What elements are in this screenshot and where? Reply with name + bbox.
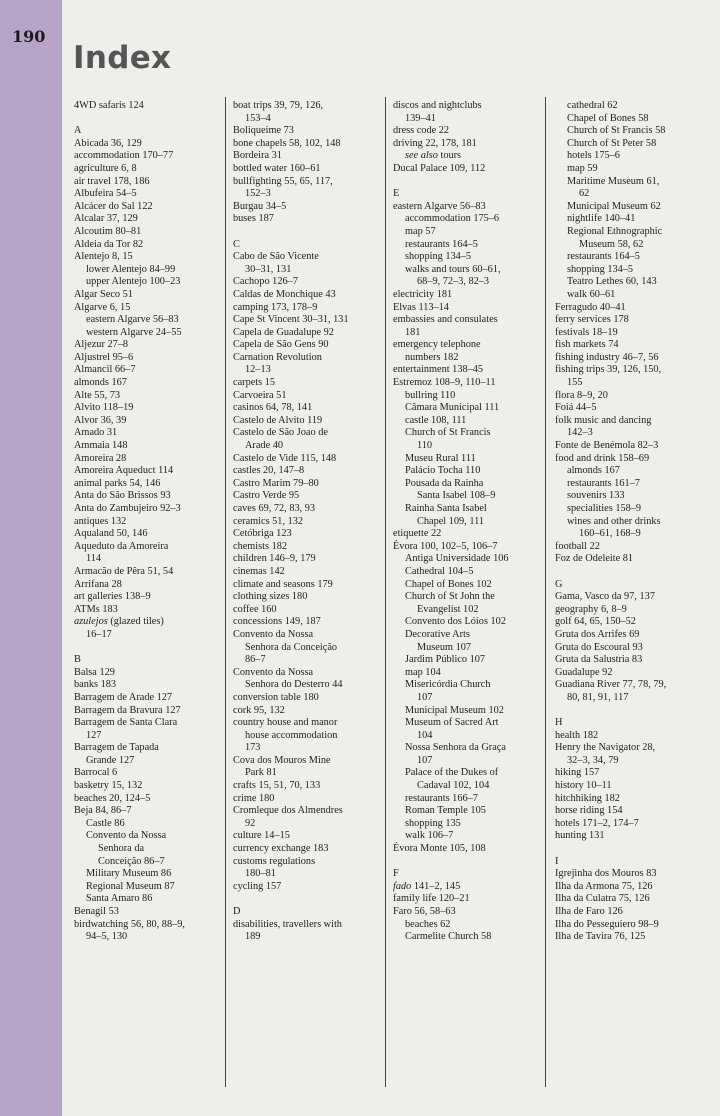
index-subentry: accommodation 175–6 (405, 213, 500, 225)
index-entry: ferry services 178 (555, 314, 629, 326)
index-entry: cork 95, 132 (233, 704, 285, 716)
index-entry-italic: see also (405, 150, 438, 162)
index-entry: Carvoeira 51 (233, 389, 287, 401)
index-subentry: 62 (579, 188, 590, 200)
index-subentry: Convento da Nossa (86, 830, 167, 842)
index-subentry: 173 (245, 742, 261, 754)
index-subentry: 114 (86, 553, 102, 565)
index-entry: electricity 181 (393, 288, 453, 300)
index-subentry: Decorative Arts (405, 628, 470, 640)
index-entry: banks 183 (74, 679, 117, 691)
index-entry: Barragem de Santa Clara (74, 717, 178, 729)
index-entry: bullfighting 55, 65, 117, (233, 175, 333, 187)
index-subentry: 107 (417, 754, 433, 766)
index-subentry: restaurants 164–5 (567, 251, 640, 263)
index-subentry: 104 (417, 729, 433, 741)
index-entry: Algarve 6, 15 (74, 301, 131, 313)
index-subentry: Santa Amaro 86 (86, 893, 153, 905)
index-entry: customs regulations (233, 855, 316, 867)
index-subentry: map 59 (567, 162, 598, 174)
index-subentry: Grande 127 (86, 754, 135, 766)
index-entry: Ferragudo 40–41 (555, 301, 626, 313)
index-entry-rest: tours (437, 150, 462, 162)
index-entry: Aljezur 27–8 (74, 339, 129, 351)
index-entry: Gama, Vasco da 97, 137 (555, 591, 655, 603)
index-subentry: restaurants 166–7 (405, 792, 478, 804)
index-subentry: Conceição 86–7 (98, 855, 165, 867)
index-entry: Henry the Navigator 28, (555, 742, 656, 754)
index-subentry: 12–13 (245, 364, 271, 376)
index-entry: Cape St Vincent 30–31, 131 (233, 314, 349, 326)
index-letter-heading: F (393, 868, 399, 880)
index-entry: Alte 55, 73 (74, 389, 121, 401)
index-entry: buses 187 (233, 213, 274, 225)
index-entry: etiquette 22 (393, 528, 442, 540)
index-subentry: specialities 158–9 (567, 503, 642, 514)
index-entry: driving 22, 178, 181 (393, 137, 477, 149)
index-subentry: Jardim Público 107 (405, 654, 486, 666)
index-subentry: Regional Ethnographic (567, 225, 663, 237)
index-entry: Amoreira 28 (74, 452, 127, 464)
index-entry: Estremoz 108–9, 110–11 (393, 377, 496, 389)
index-entry-italic: azulejos (74, 616, 108, 628)
index-entry: Capela de Guadalupe 92 (233, 326, 334, 338)
index-subentry: restaurants 164–5 (405, 238, 478, 250)
index-subentry (393, 150, 535, 163)
index-entry: Algar Seco 51 (74, 288, 133, 300)
index-subentry: Chapel of Bones 102 (405, 578, 492, 590)
index-entry: Alcácer do Sal 122 (74, 200, 153, 212)
index-entry: Cabo de São Vicente (233, 251, 319, 263)
index-letter-heading: H (555, 717, 563, 729)
index-entry: castles 20, 147–8 (233, 465, 305, 477)
index-subentry: 80, 81, 91, 117 (567, 691, 629, 703)
index-letter-heading: D (233, 906, 241, 917)
index-entry: Faro 56, 58–63 (393, 906, 456, 917)
index-subentry: Regional Museum 87 (86, 880, 175, 892)
index-subentry: almonds 167 (567, 465, 620, 477)
index-subentry: Municipal Museum 62 (567, 200, 661, 212)
index-entry: casinos 64, 78, 141 (233, 402, 313, 414)
index-entry: Castro Verde 95 (233, 490, 300, 502)
index-entry: Barrocal 6 (74, 767, 118, 779)
index-subentry: house accommodation (245, 729, 338, 741)
index-subentry: Maritime Museum 61, (567, 175, 660, 187)
index-subentry: Museum 107 (417, 641, 472, 653)
index-subentry: Museu Rural 111 (405, 452, 476, 464)
index-entry: Cachopo 126–7 (233, 276, 298, 288)
index-entry: Aqueduto da Amoreira (74, 540, 169, 552)
index-subentry: shopping 135 (405, 817, 461, 829)
index-subentry: Misericórdia Church (405, 679, 491, 691)
index-subentry: 94–5, 130 (86, 931, 128, 943)
index-entry: Beja 84, 86–7 (74, 805, 132, 817)
index-subentry: western Algarve 24–55 (86, 326, 182, 338)
index-entry: Elvas 113–14 (393, 301, 449, 313)
index-subentry: 32–3, 34, 79 (567, 754, 619, 766)
index-subentry: restaurants 161–7 (567, 477, 640, 489)
index-entry: ceramics 51, 132 (233, 515, 304, 527)
index-subentry: Carmelite Church 58 (405, 931, 492, 943)
index-subentry: Chapel 109, 111 (417, 515, 485, 527)
index-entry: Castelo de Vide 115, 148 (233, 452, 337, 464)
index-subentry: Rainha Santa Isabel (405, 503, 487, 514)
index-entry: Amoreira Aqueduct 114 (74, 465, 174, 477)
index-entry: antiques 132 (74, 515, 127, 527)
column-divider (545, 97, 546, 1087)
index-subentry: 181 (405, 326, 421, 338)
index-entry: birdwatching 56, 80, 88–9, (74, 918, 185, 930)
index-entry: disabilities, travellers with (233, 918, 342, 930)
index-subentry: Roman Temple 105 (405, 805, 486, 817)
index-subentry: Palace of the Dukes of (405, 767, 499, 779)
index-entry: boat trips 39, 79, 126, (233, 100, 324, 111)
index-entry: discos and nightclubs (393, 100, 482, 111)
index-entry: fish markets 74 (555, 339, 619, 351)
index-entry: Cromleque dos Almendres (233, 805, 343, 817)
index-letter-heading: C (233, 238, 240, 250)
index-entry: children 146–9, 179 (233, 553, 316, 565)
index-letter-heading: B (74, 654, 81, 666)
index-entry: Barragem de Tapada (74, 742, 159, 754)
index-entry: Ilha da Culatra 75, 126 (555, 893, 650, 905)
index-subentry: Museum of Sacred Art (405, 717, 499, 729)
index-entry: Aljustrel 95–6 (74, 351, 134, 363)
index-subentry: lower Alentejo 84–99 (86, 263, 176, 275)
index-entry: bone chapels 58, 102, 148 (233, 137, 341, 149)
index-entry: fishing trips 39, 126, 150, (555, 364, 662, 376)
index-entry (74, 616, 220, 629)
index-entry: Ducal Palace 109, 112 (393, 162, 486, 174)
index-entry: carpets 15 (233, 377, 276, 389)
index-entry: football 22 (555, 540, 600, 552)
index-subentry: Nossa Senhora da Graça (405, 742, 506, 754)
index-entry: Ilha do Pesseguiero 98–9 (555, 918, 659, 930)
index-entry: hitchhiking 182 (555, 792, 620, 804)
index-subentry: Museum 58, 62 (579, 238, 644, 250)
index-subentry: 139–41 (405, 112, 436, 124)
index-entry: Bordeira 31 (233, 150, 282, 162)
index-entry: camping 173, 178–9 (233, 301, 318, 313)
index-entry: Alcoutim 80–81 (74, 225, 142, 237)
index-entry: Boliqueime 73 (233, 125, 294, 137)
index-entry: crafts 15, 51, 70, 133 (233, 780, 321, 792)
index-subentry: Cathedral 104–5 (405, 565, 474, 577)
index-entry: Foiá 44–5 (555, 402, 597, 414)
index-entry: Alvito 118–19 (74, 402, 134, 414)
index-entry: Convento da Nossa (233, 666, 314, 678)
index-entry: Anta do São Brissos 93 (74, 490, 171, 502)
index-entry: air travel 178, 186 (74, 175, 150, 187)
index-column-4 (555, 100, 705, 944)
index-entry: Abicada 36, 129 (74, 137, 142, 149)
index-entry: Cova dos Mouros Mine (233, 754, 331, 766)
index-entry: dress code 22 (393, 125, 450, 137)
index-entry: culture 14–15 (233, 830, 290, 842)
index-entry: chemists 182 (233, 540, 288, 552)
index-entry: festivals 18–19 (555, 326, 618, 338)
index-subentry: 92 (245, 817, 256, 829)
index-entry: Castelo de São Joao de (233, 427, 328, 439)
index-entry: country house and manor (233, 717, 338, 729)
index-entry: history 10–11 (555, 780, 612, 792)
index-subentry: 152–3 (245, 188, 271, 200)
index-subentry: eastern Algarve 56–83 (86, 314, 179, 326)
section-sidebar (0, 0, 62, 1116)
index-entry: crime 180 (233, 792, 275, 804)
index-entry: currency exchange 183 (233, 843, 329, 855)
index-entry: animal parks 54, 146 (74, 477, 161, 489)
index-entry (393, 881, 535, 894)
index-entry: geography 6, 8–9 (555, 603, 627, 615)
index-entry: beaches 20, 124–5 (74, 792, 151, 804)
index-entry-rest: (glazed tiles) (107, 616, 164, 628)
index-entry: Foz de Odeleite 81 (555, 553, 634, 565)
index-entry: Cetóbriga 123 (233, 528, 292, 540)
index-entry-rest: 141–2, 145 (411, 880, 461, 892)
index-entry: entertainment 138–45 (393, 364, 484, 376)
index-column-1 (74, 100, 220, 944)
index-entry: Barragem de Arade 127 (74, 691, 173, 703)
index-entry: horse riding 154 (555, 805, 623, 817)
index-subentry: Chapel of Bones 58 (567, 112, 649, 124)
index-subentry: Convento dos Lóios 102 (405, 616, 506, 628)
index-column-3 (393, 100, 535, 944)
index-subentry: Senhora do Desterro 44 (245, 679, 343, 691)
index-entry: Guadiana River 77, 78, 79, (555, 679, 667, 691)
index-subentry: 153–4 (245, 112, 271, 124)
index-entry: eastern Algarve 56–83 (393, 200, 486, 212)
index-subentry: 107 (417, 691, 433, 703)
index-entry-italic: fado (393, 880, 412, 892)
index-subentry: 127 (86, 729, 102, 741)
index-entry: almonds 167 (74, 377, 127, 389)
index-entry: conversion table 180 (233, 691, 319, 703)
index-entry: family life 120–21 (393, 893, 470, 905)
index-entry: Fonte de Benémola 82–3 (555, 440, 659, 452)
column-divider (225, 97, 226, 1087)
index-subentry: map 57 (405, 225, 436, 237)
index-subentry: Evangelist 102 (417, 603, 479, 615)
index-entry: Gruta da Salustria 83 (555, 654, 643, 666)
index-subentry: Park 81 (245, 767, 277, 779)
index-entry: Benagil 53 (74, 906, 119, 917)
index-subentry: castle 108, 111 (405, 414, 467, 426)
index-entry: golf 64, 65, 150–52 (555, 616, 636, 628)
index-subentry: cathedral 62 (567, 100, 618, 111)
index-entry: Castelo de Alvito 119 (233, 414, 323, 426)
index-entry: Arrifana 28 (74, 578, 122, 590)
index-subentry: 86–7 (245, 654, 266, 666)
index-entry: Alvor 36, 39 (74, 414, 127, 426)
index-subentry: Church of St Francis (405, 427, 491, 439)
index-subentry: Church of St John the (405, 591, 495, 603)
index-entry: Aldeia da Tor 82 (74, 238, 144, 250)
index-entry: Albufeira 54–5 (74, 188, 137, 200)
index-subentry: wines and other drinks (567, 515, 661, 527)
index-subentry: Military Museum 86 (86, 868, 172, 880)
index-entry: Ilha da Armona 75, 126 (555, 880, 653, 892)
page-title: Index (73, 40, 172, 76)
index-column-2 (233, 100, 375, 944)
index-subentry: 110 (417, 440, 433, 452)
index-entry: Alentejo 8, 15 (74, 251, 133, 263)
index-entry: Armacão de Pêra 51, 54 (74, 565, 174, 577)
index-entry: emergency telephone (393, 339, 481, 351)
index-subentry: 142–3 (567, 427, 593, 439)
index-entry: Gruta do Escoural 93 (555, 641, 643, 653)
index-entry: Balsa 129 (74, 666, 115, 678)
index-subentry: bullring 110 (405, 389, 456, 401)
index-entry: climate and seasons 179 (233, 578, 333, 590)
index-entry: flora 8–9, 20 (555, 389, 608, 401)
index-entry: hunting 131 (555, 830, 605, 842)
index-entry: agriculture 6, 8 (74, 162, 137, 174)
page-number: 190 (12, 27, 46, 46)
index-subentry: numbers 182 (405, 351, 459, 363)
index-entry: embassies and consulates (393, 314, 498, 326)
index-letter-heading: I (555, 855, 559, 867)
index-subentry: 16–17 (86, 628, 112, 640)
index-entry: Almancil 66–7 (74, 364, 136, 376)
index-subentry: upper Alentejo 100–23 (86, 276, 181, 288)
index-subentry: shopping 134–5 (405, 251, 472, 263)
index-subentry: souvenirs 133 (567, 490, 625, 502)
index-entry: Évora Monte 105, 108 (393, 843, 486, 855)
index-entry: health 182 (555, 729, 599, 741)
index-subentry: Teatro Lethes 60, 143 (567, 276, 657, 288)
index-entry: Carnation Revolution (233, 351, 322, 363)
index-subentry: Castle 86 (86, 817, 125, 829)
index-entry: Anta do Zambujeiro 92–3 (74, 503, 181, 514)
index-letter-heading: G (555, 578, 563, 590)
index-entry: folk music and dancing (555, 414, 652, 426)
index-subentry: hotels 175–6 (567, 150, 620, 162)
index-subentry: beaches 62 (405, 918, 451, 930)
index-entry: Igrejinha dos Mouros 83 (555, 868, 657, 880)
index-entry: hotels 171–2, 174–7 (555, 817, 639, 829)
index-subentry: Câmara Municipal 111 (405, 402, 500, 414)
index-entry: hiking 157 (555, 767, 600, 779)
index-subentry: 30–31, 131 (245, 263, 292, 275)
index-subentry: Cadaval 102, 104 (417, 780, 490, 792)
index-entry: fishing industry 46–7, 56 (555, 351, 659, 363)
index-subentry: 180–81 (245, 868, 276, 880)
index-entry: ATMs 183 (74, 603, 118, 615)
index-entry: art galleries 138–9 (74, 591, 151, 603)
index-subentry: shopping 134–5 (567, 263, 634, 275)
index-entry: cycling 157 (233, 880, 282, 892)
index-subentry: nightlife 140–41 (567, 213, 636, 225)
index-entry: Ilha de Tavira 76, 125 (555, 931, 646, 943)
index-subentry: Municipal Museum 102 (405, 704, 504, 716)
index-entry: concessions 149, 187 (233, 616, 321, 628)
index-subentry: map 104 (405, 666, 441, 678)
index-entry: bottled water 160–61 (233, 162, 321, 174)
index-entry: Ilha de Faro 126 (555, 906, 623, 917)
index-letter-heading: E (393, 188, 400, 200)
index-entry: coffee 160 (233, 603, 277, 615)
index-entry: Guadalupe 92 (555, 666, 613, 678)
index-entry: cinemas 142 (233, 565, 285, 577)
index-entry: Amado 31 (74, 427, 118, 439)
index-subentry: Senhora da Conceição (245, 641, 338, 653)
index-subentry: 160–61, 168–9 (579, 528, 641, 540)
index-subentry: 155 (567, 377, 583, 389)
index-subentry: Santa Isabel 108–9 (417, 490, 496, 502)
index-subentry: Arade 40 (245, 440, 284, 452)
index-entry: food and drink 158–69 (555, 452, 650, 464)
index-entry: Évora 100, 102–5, 106–7 (393, 540, 498, 552)
index-subentry: Senhora da (98, 843, 145, 855)
index-entry: accommodation 170–77 (74, 150, 174, 162)
index-subentry: walk 60–61 (567, 288, 616, 300)
index-entry: Capela de São Gens 90 (233, 339, 329, 351)
index-subentry: Pousada da Rainha (405, 477, 484, 489)
index-entry: Alcalar 37, 129 (74, 213, 138, 225)
index-entry: Barragem da Bravura 127 (74, 704, 181, 716)
index-subentry: Palácio Tocha 110 (405, 465, 481, 477)
index-entry: Aqualand 50, 146 (74, 528, 148, 540)
index-letter-heading: A (74, 125, 82, 137)
index-entry: basketry 15, 132 (74, 780, 143, 792)
index-subentry: walks and tours 60–61, (405, 263, 501, 275)
index-subentry: Church of St Francis 58 (567, 125, 666, 137)
index-entry: Ammaia 148 (74, 440, 128, 452)
index-subentry: walk 106–7 (405, 830, 454, 842)
index-entry: Burgau 34–5 (233, 200, 287, 212)
index-subentry: 68–9, 72–3, 82–3 (417, 276, 490, 288)
column-divider (385, 97, 386, 1087)
index-entry: Gruta dos Arrifes 69 (555, 628, 640, 640)
index-subentry: Church of St Peter 58 (567, 137, 657, 149)
index-subentry: Antiga Universidade 106 (405, 553, 509, 565)
index-entry: Caldas de Monchique 43 (233, 288, 336, 300)
index-entry: Castro Marim 79–80 (233, 477, 319, 489)
index-subentry: 189 (245, 931, 261, 943)
index-entry: clothing sizes 180 (233, 591, 308, 603)
index-entry: Convento da Nossa (233, 628, 314, 640)
index-entry: 4WD safaris 124 (74, 100, 144, 111)
index-entry: caves 69, 72, 83, 93 (233, 503, 316, 514)
